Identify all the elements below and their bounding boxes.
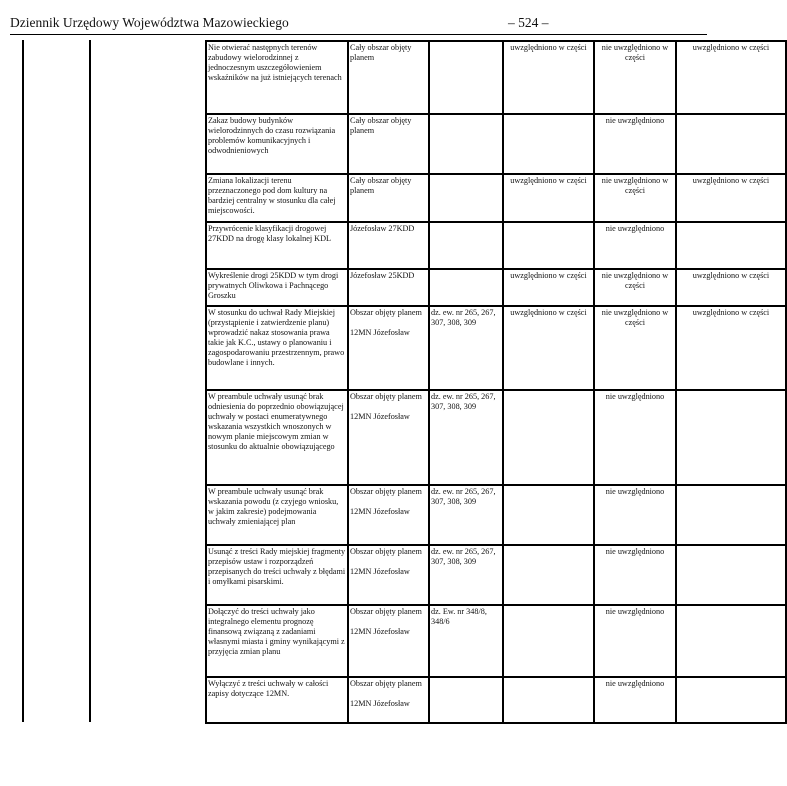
table-row [206,545,786,605]
remark-content: Wykreślenie drogi 25KDD w tym drogi prywatnych Oliwkowa i Pachnącego Groszku [206,269,348,306]
remark-parcels [429,269,503,306]
remark-parcels [429,174,503,222]
remark-content: Nie otwierać następnych terenów zabudowy wielorodzinnej z jednoczesnym uszczegółowieniem wskaźników na już istniejących terenach [206,41,348,114]
margin-line [22,40,24,722]
table-row [206,174,786,222]
remark-content: Wyłączyć z treści uchwały w całości zapisy dotyczące 12MN. [206,677,348,723]
decision-cell [676,114,786,174]
table-row [206,114,786,174]
remark-content: W preambule uchwały usunąć brak wskazania powodu (z czyjego wniosku, w jakim zakresie) podejmowania uchwały zmieniającej plan [206,485,348,545]
decision-cell: nie uwzględniono [594,114,676,174]
remark-parcels: dz. ew. nr 265, 267, 307, 308, 309 [429,390,503,485]
remark-parcels [429,677,503,723]
decision-cell [676,222,786,269]
decision-cell [503,114,594,174]
remark-area: Obszar objęty planem [350,487,422,496]
decision-cell: uwzględniono w części [676,174,786,222]
decision-cell [676,485,786,545]
table-row [206,677,786,723]
remark-area-cell [348,306,429,390]
decision-cell: uwzględniono w części [503,306,594,390]
table-row [206,306,786,390]
journal-title: Dziennik Urzędowy Województwa Mazowieckiego [10,15,289,30]
remark-zone: 12MN Józefosław [350,699,410,708]
table-row [206,269,786,306]
remark-parcels: dz. ew. nr 265, 267, 307, 308, 309 [429,485,503,545]
decision-cell: uwzględniono w części [503,41,594,114]
table-row [206,390,786,485]
remark-area-cell [348,545,429,605]
remark-zone: 12MN Józefosław [350,328,410,337]
remark-area: Józefosław 27KDD [348,222,429,269]
decision-cell: nie uwzględniono [594,545,676,605]
decision-cell: nie uwzględniono [594,605,676,677]
remark-area: Obszar objęty planem [350,679,422,688]
remark-area: Obszar objęty planem [350,308,422,317]
decision-cell: nie uwzględniono [594,485,676,545]
decision-cell [676,605,786,677]
remark-area-cell [348,485,429,545]
decision-cell: nie uwzględniono w części [594,41,676,114]
remark-content: Zakaz budowy budynków wielorodzinnych do czasu rozwiązania problemów komunikacyjnych i odwodnieniowych [206,114,348,174]
remark-parcels [429,114,503,174]
table-row [206,41,786,114]
decision-cell: nie uwzględniono [594,677,676,723]
remark-content: W preambule uchwały usunąć brak odniesienia do poprzednio obowiązującej uchwały w postaci enumeratywnego wskazania wszystkich wnoszonych w nowym planie miejscowym zmian w stosunku do aktualnie obowiązującego [206,390,348,485]
table-row [206,222,786,269]
remark-zone: 12MN Józefosław [350,412,410,421]
resolution-table-wrapper [205,40,770,722]
decision-cell [503,485,594,545]
margin-line [89,40,91,722]
remark-content: W stosunku do uchwał Rady Miejskiej (przystąpienie i zatwierdzenie planu) wprowadzić nakaz stosowania prawa takie jak K.C., ustawy o planowaniu i zagospodarowaniu przestrzennym, prawo budowlane i innych. [206,306,348,390]
remark-content: Przywrócenie klasyfikacji drogowej 27KDD na drogę klasy lokalnej KDL [206,222,348,269]
page-header [10,13,707,33]
remark-zone: 12MN Józefosław [350,507,410,516]
decision-cell: uwzględniono w części [503,269,594,306]
decision-cell: nie uwzględniono w części [594,174,676,222]
decision-cell: uwzględniono w części [676,41,786,114]
decision-cell [503,390,594,485]
header-rule [10,34,707,35]
decision-cell: uwzględniono w części [503,174,594,222]
table-row [206,485,786,545]
decision-cell [676,390,786,485]
remark-area: Józefosław 25KDD [348,269,429,306]
remark-parcels [429,222,503,269]
remark-area: Cały obszar objęty planem [348,41,429,114]
remark-area-cell [348,677,429,723]
decision-cell [503,605,594,677]
resolution-table [205,40,787,724]
remark-parcels: dz. ew. nr 265, 267, 307, 308, 309 [429,306,503,390]
decision-cell [503,545,594,605]
decision-cell [676,545,786,605]
remark-zone: 12MN Józefosław [350,567,410,576]
decision-cell: nie uwzględniono w części [594,306,676,390]
remark-area: Obszar objęty planem [350,607,422,616]
remark-content: Dołączyć do treści uchwały jako integralnego elementu prognozę finansową związaną z zadaniami własnymi miasta i gminy wynikającymi z przyjęcia zmian planu [206,605,348,677]
decision-cell: nie uwzględniono [594,222,676,269]
decision-cell: uwzględniono w części [676,269,786,306]
remark-parcels [429,41,503,114]
page-number: – 524 – [508,15,549,30]
remark-area-cell [348,605,429,677]
decision-cell [503,677,594,723]
remark-area: Obszar objęty planem [350,547,422,556]
decision-cell: nie uwzględniono w części [594,269,676,306]
remark-content: Zmiana lokalizacji terenu przeznaczonego pod dom kultury na bardziej centralny w stosunku dla całej miejscowości. [206,174,348,222]
remark-zone: 12MN Józefosław [350,627,410,636]
remark-parcels: dz. Ew. nr 348/8, 348/6 [429,605,503,677]
decision-cell: uwzględniono w części [676,306,786,390]
decision-cell: nie uwzględniono [594,390,676,485]
decision-cell [676,677,786,723]
remark-area: Cały obszar objęty planem [348,174,429,222]
remark-area-cell [348,390,429,485]
decision-cell [503,222,594,269]
remark-content: Usunąć z treści Rady miejskiej fragmenty przepisów ustaw i rozporządzeń przepisanych do treści uchwały z błędami i omyłkami pisarskimi. [206,545,348,605]
remark-area: Cały obszar objęty planem [348,114,429,174]
table-row [206,605,786,677]
remark-parcels: dz. ew. nr 265, 267, 307, 308, 309 [429,545,503,605]
remark-area: Obszar objęty planem [350,392,422,401]
